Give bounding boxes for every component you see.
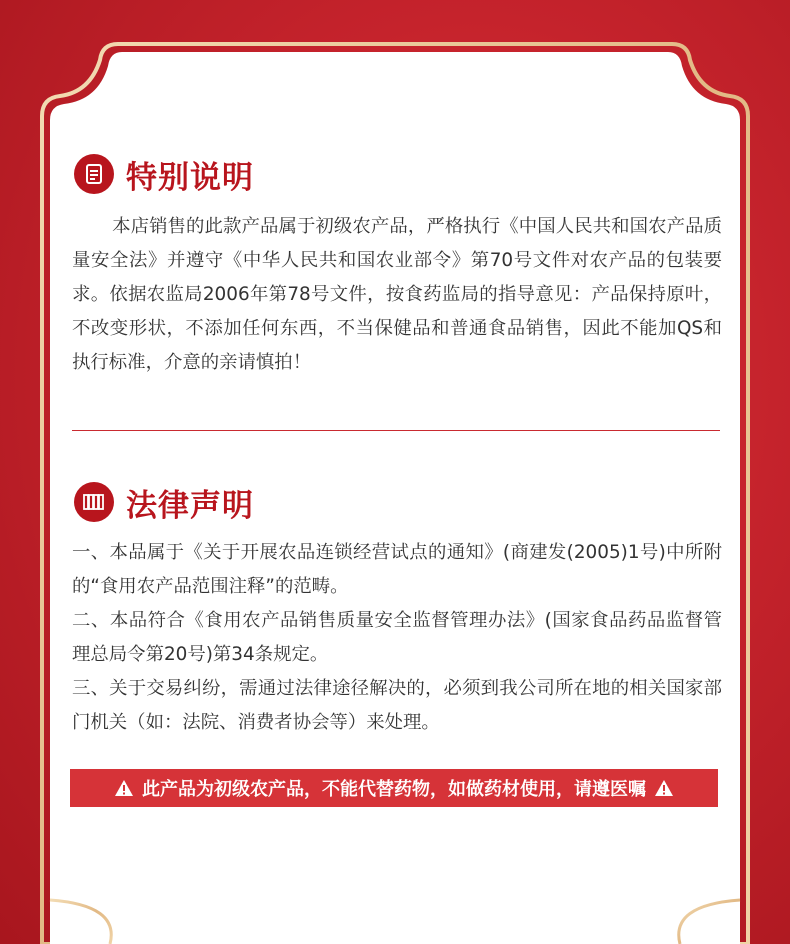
legal-title: 法律声明 xyxy=(126,487,254,524)
special-note-heading xyxy=(74,152,254,196)
warning-bar xyxy=(70,769,718,807)
section-divider xyxy=(72,430,720,431)
document-icon xyxy=(74,154,114,194)
warning-triangle-icon xyxy=(654,779,674,797)
legal-item: 一、本品属于《关于开展农品连锁经营试点的通知》(商建发(2005)1号)中所附的“食用农产品范围注释”的范畴。 xyxy=(72,542,722,597)
special-note-body xyxy=(72,210,722,380)
warning-text: 此产品为初级农产品，不能代替药物，如做药材使用，请遵医嘱 xyxy=(142,779,646,800)
warning-triangle-icon xyxy=(114,779,134,797)
book-icon xyxy=(74,482,114,522)
content-card xyxy=(32,52,758,944)
legal-item: 二、本品符合《食用农产品销售质量安全监督管理办法》(国家食品药品监督管理总局令第20号)第34条规定。 xyxy=(72,610,722,665)
legal-item: 三、关于交易纠纷，需通过法律途径解决的，必须到我公司所在地的相关国家部门机关（如：法院、消费者协会等）来处理。 xyxy=(72,678,722,733)
legal-heading xyxy=(74,480,254,524)
legal-items xyxy=(72,536,722,740)
special-note-text: 本店销售的此款产品属于初级农产品，严格执行《中国人民共和国农产品质量安全法》并遵守《中华人民共和国农业部令》第70号文件对农产品的包装要求。依据农监局2006年第78号文件，按食药监局的指导意见：产品保持原叶，不改变形状，不添加任何东西，不当保健品和普通食品销售，因此不能加QS和执行标准，介意的亲请慎拍！ xyxy=(72,216,722,373)
special-note-title: 特别说明 xyxy=(126,159,254,196)
